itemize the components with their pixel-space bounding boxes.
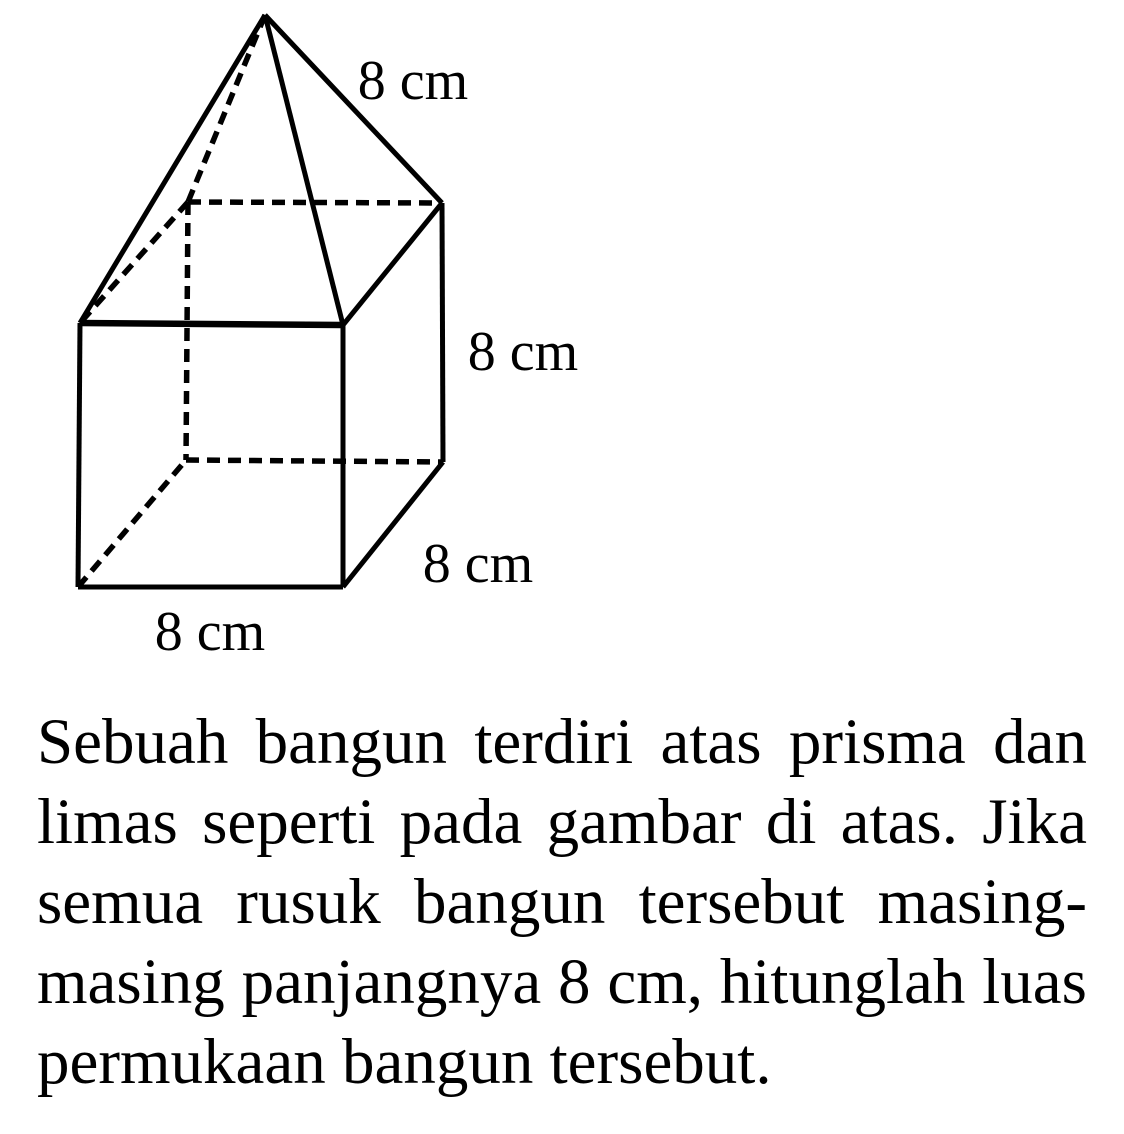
prism-pyramid-diagram [0, 0, 620, 700]
geometry-figure [0, 0, 620, 700]
edge-bottom-left [78, 460, 186, 587]
edge-top-front [80, 323, 343, 325]
problem-line-5: permukaan bangun tersebut. [37, 1026, 772, 1098]
problem-statement [37, 702, 1087, 1102]
edge-top-right [343, 203, 442, 325]
edge-vertical-back-right [442, 203, 443, 462]
edge-top-back [188, 202, 442, 203]
problem-line-2: limas seperti pada gambar di atas. Jika [37, 786, 1087, 858]
label-vertical-edge-length: 8 cm [467, 321, 579, 383]
problem-line-3: semua rusuk bangun tersebut masing- [37, 866, 1087, 938]
edge-apex-front-left [80, 15, 265, 323]
edge-bottom-back [186, 460, 443, 462]
edge-top-left [80, 202, 188, 323]
edge-apex-front-right [265, 15, 343, 325]
edge-vertical-back-left [186, 202, 188, 460]
label-pyramid-edge-length: 8 cm [357, 50, 469, 112]
problem-line-4: masing panjangnya 8 cm, hitunglah luas [37, 946, 1087, 1018]
problem-line-1: Sebuah bangun terdiri atas prisma dan [37, 706, 1087, 778]
edge-apex-back-left [188, 15, 265, 202]
edge-vertical-front-left [78, 323, 80, 587]
label-depth-edge-length: 8 cm [422, 533, 534, 595]
label-front-edge-length: 8 cm [154, 601, 266, 663]
